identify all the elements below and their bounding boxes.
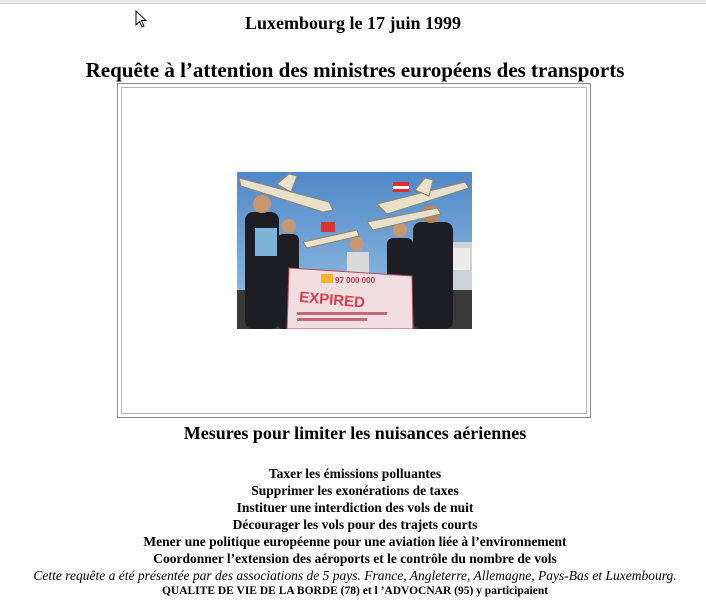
measure-item: Mener une politique européenne pour une aviation liée à l’environnement [143, 534, 567, 549]
protest-photo [237, 172, 472, 329]
date-line: Luxembourg le 17 juin 1999 [244, 13, 462, 33]
banner-expired-text: EXPIRED [298, 288, 366, 312]
window-top-edge [0, 0, 706, 4]
measure-item: Coordonner l’extension des aéroports et le contrôle du nombre de vols [153, 551, 557, 566]
measure-item: Supprimer les exonérations de taxes [251, 483, 459, 498]
section-subtitle: Mesures pour limiter les nuisances aériennes [183, 423, 527, 443]
measure-item: Décourager les vols pour des trajets courts [232, 517, 478, 532]
presentation-note: Cette requête a été présentée par des associations de 5 pays. France, Angleterre, Allemagne, Pays-Bas et Luxembourg. [33, 568, 677, 583]
page-title: Requête à l’attention des ministres européens des transports [85, 58, 625, 82]
measures-list [0, 465, 706, 567]
measure-item: Instituer une interdiction des vols de nuit [236, 500, 474, 515]
ticket-number-text: 97 000 000 [335, 276, 376, 285]
measure-item: Taxer les émissions polluantes [268, 466, 442, 481]
associations-line: QUALITE DE VIE DE LA BORDE (78) et l ’ADVOCNAR (95) y participaient [161, 585, 549, 597]
